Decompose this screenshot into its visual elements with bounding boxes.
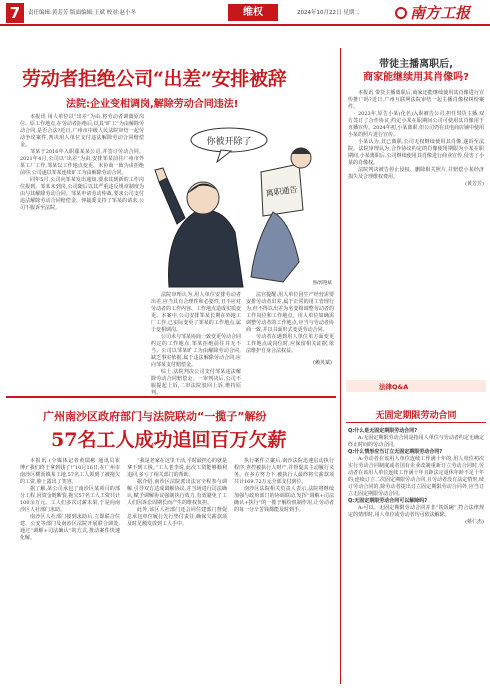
- paragraph: 本报讯 用人单位以“出差”为由,将劳动者调离原岗位、原工作地点,在劳动者拒绝后,以其“旷工”为由解除劳动合同,是否合法?近日,广州市中级人民法院审结一起劳动争议案件,判决用人单位支付违法解除劳动合同赔偿金。: [20, 114, 144, 148]
- paragraph: 同年5月,公司向邹某发出通知,要求其到新的工作岗位报到。邹某未到岗,公司随后以其严重违反规章制度为由与其解除劳动合同。邹某申请劳动仲裁,要求公司支付违法解除劳动合同赔偿金。仲裁委支持了邹某的请求,公司不服诉至法院。: [20, 177, 144, 211]
- dateline: 2024年10月22日 星期二: [297, 10, 360, 16]
- paragraph: 执行案件立案后,南沙法院迅速启动执行程序,查控被执行人财产,并督促其主动履行义务。在多方努力下,被执行人最终将欠薪款项共计169.72万元全部支付到位。: [234, 458, 334, 485]
- qa-story-body: [348, 90, 484, 366]
- law-answer: A:无固定期限劳动合同是指用人单位与劳动者约定无确定终止时间的劳动合同。: [348, 435, 484, 448]
- story2-kicker: 广州南沙区政府部门与法院联动“一揽子”解纷: [43, 410, 267, 423]
- paragraph: 劳动者在遇到用人单位单方面变更工作地点或岗位时,应保留相关证据,依法维护自身合法权益。: [246, 334, 334, 354]
- notice-sign-text: 离职通告: [265, 184, 299, 199]
- paragraph: 小某认为,其已离职,公司无权继续使用其肖像,遂诉至法院。法院审理认为,合作协议约定的肖像使用期限为小某在职期间,小某离职后,公司继续使用其肖像进行商业宣传,侵害了小某的肖像权。: [348, 139, 484, 166]
- law-byline: (蔡仁杰): [465, 519, 484, 525]
- paragraph: 2023年,原告小某(化名)入职被告公司,担任带货主播,双方签订了合作协议,约定小某在职期间公司可使用其肖像用于直播宣传。2024年初,小某离职,但公司仍在其电商店铺中使用小某的照片进行宣传。: [348, 111, 484, 138]
- paragraph: 南沙区法院相关负责人表示,法院将继续加强与政府部门的协调联动,发挥“调解+司法确认+执行”的一揽子解纷机制作用,让劳动者的每一分辛苦钱都能及时到手。: [234, 486, 334, 513]
- page-number: 7: [6, 3, 24, 23]
- story1-illustration: [151, 112, 334, 287]
- section-rule: [6, 396, 336, 398]
- paragraph: 本报讯 带货主播离职后,商家还能继续使用其肖像进行宣传推广吗?近日,广州互联网法院审结一起主播肖像权纠纷案件。: [348, 90, 484, 110]
- law-heading-rule: [346, 422, 486, 423]
- story1-column-3: [246, 292, 334, 356]
- story1-subheadline: 法院:企业变相调岗,解除劳动合同违法!: [66, 99, 239, 110]
- masthead-ring-icon: [395, 7, 407, 19]
- law-question: Q:无固定期限劳动合同可以解除吗?: [348, 498, 428, 504]
- editor-credits: 责任编辑:黄芳芳 版面编辑:王斌 校对:赵小冬: [28, 10, 137, 16]
- paragraph: 据介绍,南沙区法院派出法官全程参与调解,引导双方达成调解协议,并当场进行司法确认,赋予调解协议强制执行效力,有效避免了工人们因诉讼周期长而产生的维权负担。: [127, 479, 227, 506]
- masthead-logo: [395, 2, 470, 23]
- story2-headline: 57名工人成功追回百万欠薪: [51, 429, 287, 451]
- qa-byline: (黄芳芳): [465, 181, 484, 187]
- law-question: Q:什么是无固定期限劳动合同?: [348, 428, 418, 434]
- story2-column-1: [20, 458, 120, 684]
- story1-byline: (赖英斌): [313, 360, 332, 366]
- paragraph: “我是老家在这里干活,平时最担心的就是拿不到工钱。”工人老李说,此次工资能够顺利追回,多亏了相关部门的帮助。: [127, 458, 227, 478]
- column-divider: [340, 48, 341, 684]
- story2-column-3: [234, 458, 334, 684]
- law-answer: A:劳动者在该用人单位连续工作满十年的;用人单位初次实行劳动合同制度或者国有企业改制重新订立劳动合同时,劳动者在该用人单位连续工作满十年且距法定退休年龄不足十年的;连续订立二次固定期限劳动合同,且劳动者没有法定情形,续订劳动合同的,除劳动者提出订立固定期限劳动合同外,应当订立无固定期限劳动合同。: [348, 456, 484, 497]
- law-question: Q:什么情形应当订立无固定期限劳动合同?: [348, 449, 443, 455]
- illustration-credit: 图/郭艳斌: [312, 281, 332, 286]
- qa-story-title: [354, 58, 478, 84]
- paragraph: 法院判决被告停止侵权、删除相关照片,并赔偿小某经济损失及合理维权费用。: [348, 167, 484, 180]
- law-qa-heading: 无固定期限劳动合同: [375, 411, 457, 421]
- paragraph: 此外,该区人社部门还会同住建部门督促总承包单位履行先行垫付责任,确保欠薪款项及时足额发放到工人手中。: [127, 507, 227, 527]
- story1-column-2: [151, 292, 242, 396]
- paragraph: 据了解,某公司承包了南沙区某项目的部分工程,因资金链断裂,拖欠57名工人工资共计100余万元。工人们多次讨薪未果,于是向南沙区人社部门求助。: [20, 486, 120, 513]
- story1-column-1: [20, 114, 144, 392]
- story1-headline: 劳动者拒绝公司“出差”安排被辞: [22, 68, 287, 90]
- paragraph: 邹某于2016年入职鄢某某公司,并签订劳动合同。2021年4月,公司以“出差”为由,安排邹某前往广州市外某工厂工作,邹某以工作地点变更、未协商一致为由拒绝前往,公司遂以邹某连续旷工为由解除劳动合同。: [20, 149, 144, 176]
- law-qa-banner: [346, 380, 486, 392]
- paragraph: 本报讯 (全媒体记者黄瑞彬 通讯员崔博)“我们终于拿到钱了!”10月16日,在广州市南沙区横沥镇某工地,57名工人领到了被拖欠的工资,脸上露出了笑容。: [20, 458, 120, 485]
- dismissal-cartoon: [151, 112, 334, 287]
- paragraph: 综上,法院判决公司支付邹某违法解除劳动合同赔偿金。一审判决后,公司不服提起上诉,二审法院驳回上诉,维持原判。: [151, 369, 241, 396]
- law-qa-label: 法律Q&A: [379, 383, 409, 391]
- paragraph: 法官提醒:用人单位因生产经营需要安排劳动者出差,属于正常的用工管理行为,但不得以出差为名变相调整劳动者的工作岗位和工作地点。用人单位如确需调整劳动者的工作地点,应当与劳动者协商一致,并以书面形式变更劳动合同。: [246, 292, 334, 333]
- page-header: [0, 0, 490, 26]
- qa-title-line-2: 商家能继续用其肖像吗?: [363, 72, 469, 83]
- speech-bubble-text: 你被开除了: [206, 137, 252, 147]
- qa-title-line-1: 带徒主播离职后,: [379, 59, 453, 70]
- paragraph: 南沙区人社部门接到求助后,立即联合住建、公安等部门及南沙区法院开展联合调处,通过“调解+司法确认”的方式,推动案件快速化解。: [20, 514, 120, 541]
- paragraph: 法院审理认为,用人单位安排劳动者出差,应当具有合理性和必要性,且不应对劳动者的工作内容、工作地点造成实质变更。本案中,公司安排邹某长期在外地工厂工作,已实际变更了邹某的工作地点,属于变相调岗。: [151, 292, 242, 333]
- paragraph: 公司未与邹某协商一致变更劳动合同约定的工作地点,邹某拒绝前往并无不当。公司以邹某旷工为由解除劳动合同,缺乏事实依据,属于违法解除劳动合同,应向邹某支付赔偿金。: [151, 334, 242, 368]
- section-tag: 维权: [228, 4, 278, 21]
- story2-column-2: [127, 458, 227, 684]
- law-answer: A:可以。无固定期限劳动合同并非“铁饭碗”,符合法律规定的情形时,用人单位或劳动者均可依法解除。: [348, 505, 484, 518]
- law-qa-body: [348, 428, 484, 684]
- masthead-text: 南方工报: [410, 4, 471, 22]
